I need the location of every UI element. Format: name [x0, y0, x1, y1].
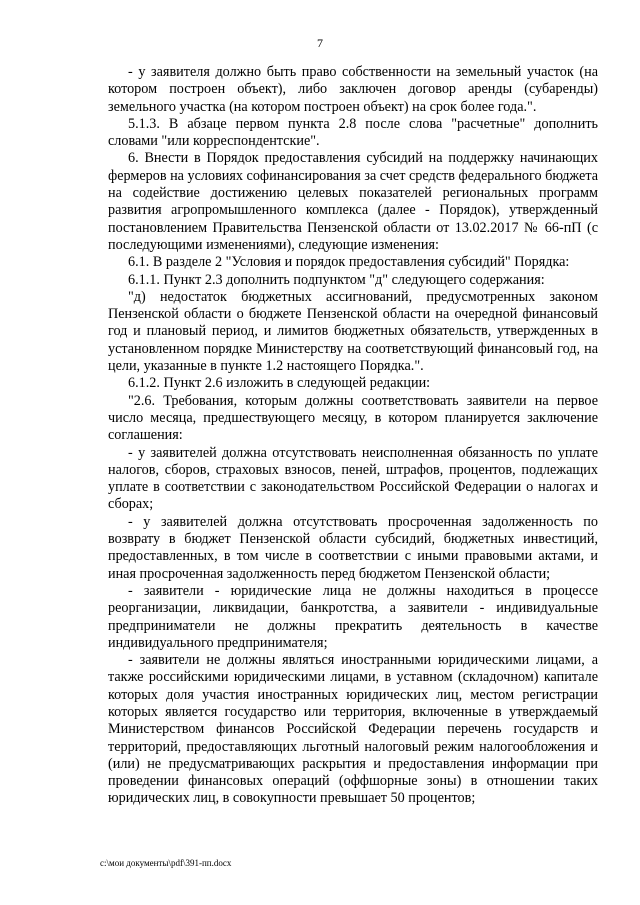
paragraph: - заявители не должны являться иностранными юридическими лицами, а также российскими юридическими лицами, в уставном (складочном) капитале которых доля участия иностранных юридических лиц, местом регистрации которых является государство или территория, включенные в утверждаемый Министерством финансов Российской Федерации перечень государств и территорий, предоставляющих льготный налоговый режим налогообложения и (или) не предусматривающих раскрытия и предоставления информации при проведении финансовых операций (оффшорные зоны) в отношении таких юридических лиц, в совокупности превышает 50 процентов; [108, 652, 598, 807]
paragraph: 6. Внести в Порядок предоставления субсидий на поддержку начинающих фермеров на условиях софинансирования за счет средств федерального бюджета на содействие достижению целевых показателей региональных программ развития агропромышленного комплекса (далее - Порядок), утвержденный постановлением Правительства Пензенской области от 13.02.2017 № 66-пП (с последующими изменениями), следующие изменения: [108, 150, 599, 253]
paragraph: 5.1.3. В абзаце первом пункта 2.8 после слова "расчетные" дополнить словами "или корреспондентские". [108, 115, 598, 150]
paragraph: "2.6. Требования, которым должны соответствовать заявители на первое число месяца, предшествующего месяцу, в котором планируется заключение соглашения: [108, 392, 598, 444]
page-number: 7 [317, 36, 323, 50]
paragraph: - у заявителей должна отсутствовать просроченная задолженность по возврату в бюджет Пензенской области субсидий, бюджетных инвестиций, предоставленных, в том числе в соответствии с иными правовыми актами, и иная просроченная задолженность перед бюджетом Пензенской области; [108, 513, 598, 582]
paragraph: - у заявителя должно быть право собственности на земельный участок (на котором построен объект), либо заключен договор аренды (субаренды) земельного участка (на котором построен объект) на срок более года.". [108, 64, 598, 115]
paragraph: 6.1. В разделе 2 "Условия и порядок предоставления субсидий" Порядка: [128, 254, 570, 271]
document-body [108, 64, 598, 808]
paragraph: 6.1.1. Пункт 2.3 дополнить подпунктом "д" следующего содержания: [128, 271, 545, 288]
paragraph: "д) недостаток бюджетных ассигнований, предусмотренных законом Пензенской области о бюджете Пензенской области на очередной финансовый год и плановый период, и лимитов бюджетных обязательств, утвержденных в установленном порядке Министерству на соответствующий финансовый год, на цели, указанные в пункте 1.2 настоящего Порядка.". [108, 288, 598, 375]
paragraph: - у заявителей должна отсутствовать неисполненная обязанность по уплате налогов, сборов, страховых взносов, пеней, штрафов, процентов, подлежащих уплате в соответствии с законодательством Российской Федерации о налогах и сборах; [108, 444, 598, 513]
paragraph: 6.1.2. Пункт 2.6 изложить в следующей редакции: [128, 375, 431, 392]
footer-file-path: c:\мои документы\pdf\391-пп.docx [100, 858, 232, 868]
paragraph: - заявители - юридические лица не должны находиться в процессе реорганизации, ликвидации, банкротства, а заявители - индивидуальные предприниматели не должны прекратить деятельность в качестве индивидуального предпринимателя; [108, 582, 598, 651]
